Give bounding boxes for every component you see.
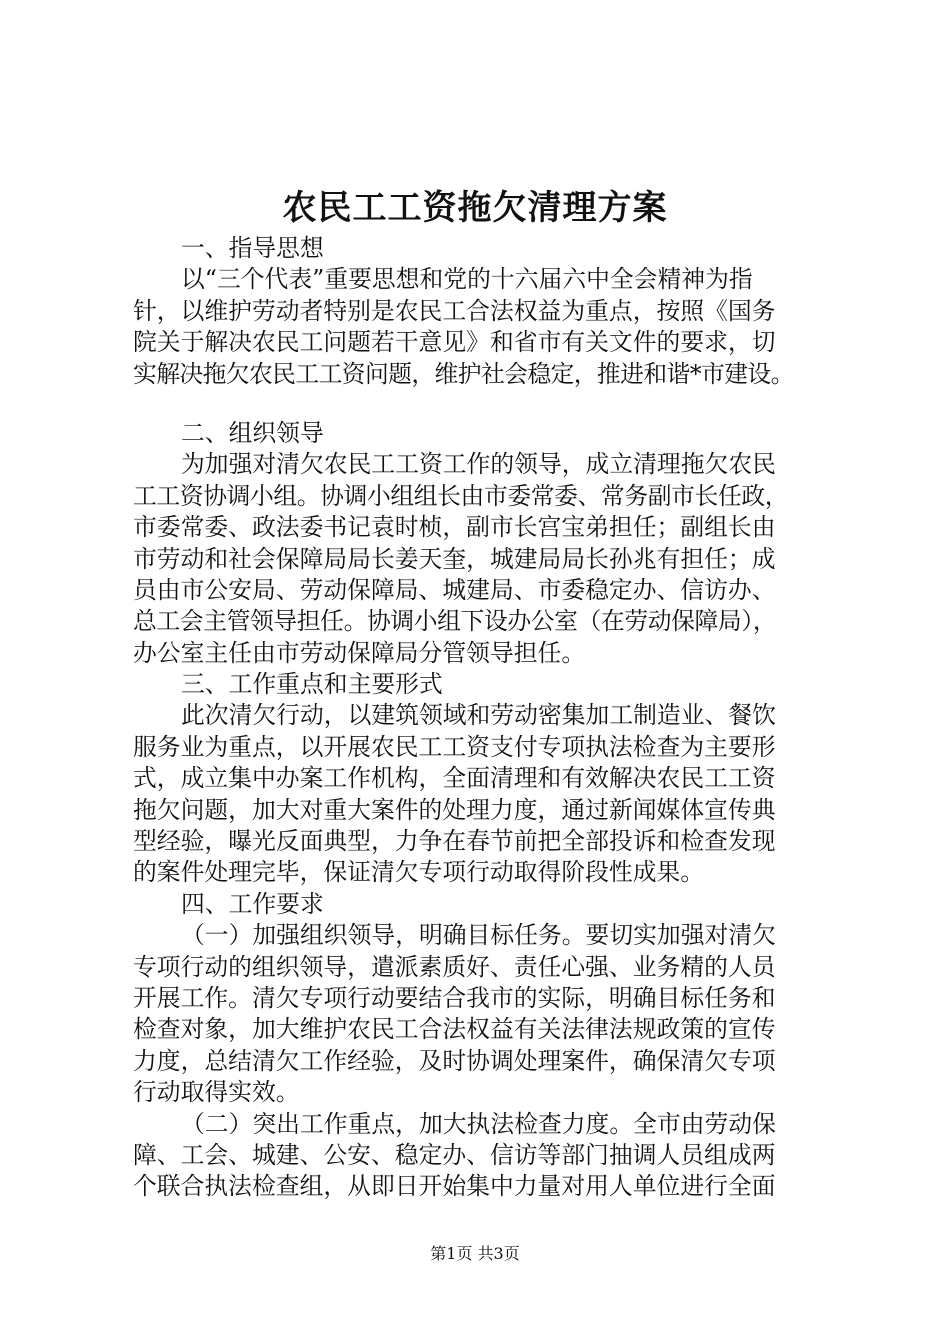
paragraph-line: 服务业为重点，以开展农民工工资支付专项执法检查为主要形 <box>133 732 776 761</box>
paragraph-line: 总工会主管领导担任。协调小组下设办公室（在劳动保障局）， <box>133 607 777 636</box>
paragraph-line: 市劳动和社会保障局局长姜天奎，城建局局长孙兆有担任；成 <box>133 544 776 573</box>
page-footer: 第1页 共3页 <box>430 1244 520 1263</box>
paragraph-line: 市委常委、政法委书记袁时桢，副市长宫宝弟担任；副组长由 <box>133 513 776 542</box>
paragraph-line: 式，成立集中办案工作机构，全面清理和有效解决农民工工资 <box>133 764 776 793</box>
paragraph-line: 针，以维护劳动者特别是农民工合法权益为重点，按照《国务 <box>133 296 776 325</box>
paragraph-line: 实解决拖欠农民工工资问题，维护社会稳定，推进和谐*市建设。 <box>133 359 794 388</box>
document-title: 农民工工资拖欠清理方案 <box>282 188 668 228</box>
section-heading: 一、指导思想 <box>181 234 324 262</box>
section-heading: 三、工作重点和主要形式 <box>181 670 443 699</box>
paragraph-line: 障、工会、城建、公安、稳定办、信访等部门抽调人员组成两 <box>133 1140 776 1169</box>
paragraph-line: 拖欠问题，加大对重大案件的处理力度，通过新闻媒体宣传典 <box>133 795 776 824</box>
paragraph-line: 为加强对清欠农民工工资工作的领导，成立清理拖欠农民 <box>181 450 776 479</box>
paragraph-line: 员由市公安局、劳动保障局、城建局、市委稳定办、信访办、 <box>133 575 776 604</box>
paragraph-line: 工工资协调小组。协调小组组长由市委常委、常务副市长任政， <box>133 481 789 510</box>
paragraph-line: 行动取得实效。 <box>133 1078 300 1107</box>
paragraph-line: （二）突出工作重点，加大执法检查力度。全市由劳动保 <box>181 1109 776 1138</box>
paragraph-line: 检查对象，加大维护农民工合法权益有关法律法规政策的宣传 <box>133 1015 776 1044</box>
document-body <box>133 233 851 1203</box>
paragraph-line: （一）加强组织领导，明确目标任务。要切实加强对清欠 <box>181 921 776 950</box>
paragraph-line: 开展工作。清欠专项行动要结合我市的实际，明确目标任务和 <box>133 983 776 1012</box>
paragraph-line: 以“三个代表”重要思想和党的十六届六中全会精神为指 <box>181 265 753 294</box>
paragraph-line: 此次清欠行动，以建筑领域和劳动密集加工制造业、餐饮 <box>181 701 776 730</box>
paragraph-line: 的案件处理完毕，保证清欠专项行动取得阶段性成果。 <box>133 858 705 887</box>
paragraph-line: 型经验，曝光反面典型，力争在春节前把全部投诉和检查发现 <box>133 827 776 856</box>
blank-line <box>133 390 851 418</box>
section-heading: 二、组织领导 <box>181 418 324 447</box>
paragraph-line: 院关于解决农民工问题若干意见》和省市有关文件的要求，切 <box>133 328 776 357</box>
paragraph-line: 办公室主任由市劳动保障局分管领导担任。 <box>133 638 586 667</box>
section-heading: 四、工作要求 <box>181 889 324 918</box>
paragraph-line: 个联合执法检查组，从即日开始集中力量对用人单位进行全面 <box>133 1172 776 1201</box>
paragraph-line: 力度，总结清欠工作经验，及时协调处理案件，确保清欠专项 <box>133 1046 776 1075</box>
paragraph-line: 专项行动的组织领导，遣派素质好、责任心强、业务精的人员 <box>133 952 776 981</box>
